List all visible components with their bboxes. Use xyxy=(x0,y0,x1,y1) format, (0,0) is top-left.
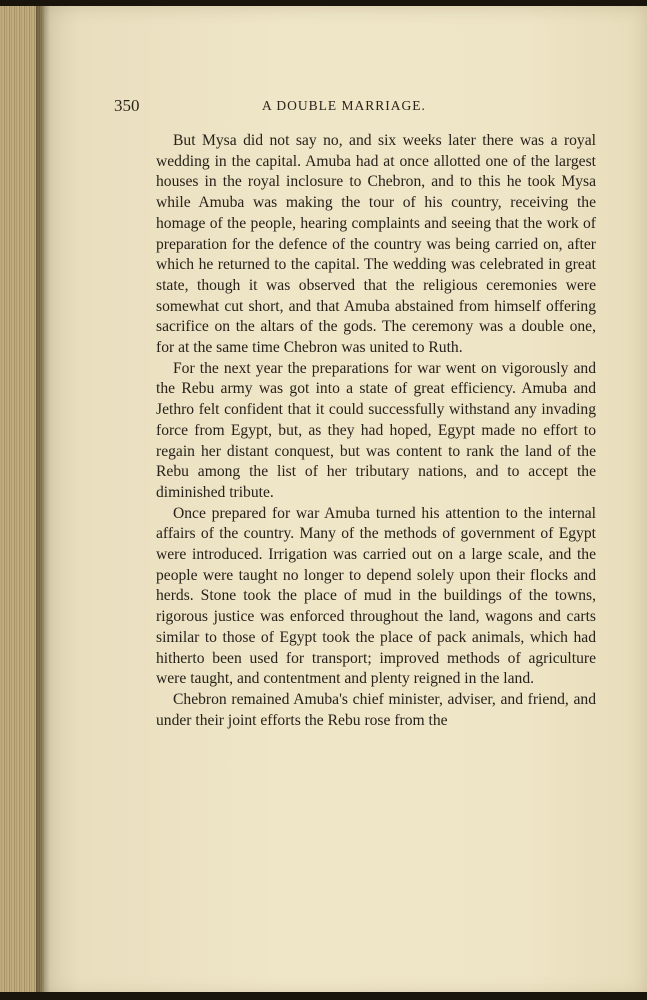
body-text xyxy=(156,131,596,731)
paragraph: Chebron remained Amuba's chief minister, adviser, and friend, and under their joint efforts the Rebu rose from the xyxy=(156,690,596,729)
paragraph: For the next year the preparations for war went on vigorously and the Rebu army was got into a state of great efficiency. Amuba and Jethro felt confident that it could successfully withstand any invading force from Egypt, but, as they had hoped, Egypt made no effort to regain her distant conquest, but was content to rank the land of the Rebu among the list of her tributary nations, and to accept the diminished tribute. xyxy=(156,359,596,501)
gutter-shadow xyxy=(36,6,50,1000)
page-header xyxy=(114,96,574,120)
page-number: 350 xyxy=(114,96,140,115)
bottom-shadow xyxy=(0,992,647,1000)
running-head: A DOUBLE MARRIAGE. xyxy=(262,98,426,113)
paragraph: But Mysa did not say no, and six weeks later there was a royal wedding in the capital. Amuba had at once allotted one of the largest houses in the royal inclosure to Chebron, and to this he took Mysa while Amuba was making the tour of his country, receiving the homage of the people, hearing complaints and seeing that the work of preparation for the defence of the country was being carried on, after which he returned to the capital. The wedding was celebrated in great state, though it was observed that the religious ceremonies were somewhat cut short, and that Amuba abstained from himself offering sacrifice on the altars of the gods. The ceremony was a double one, for at the same time Chebron was united to Ruth. xyxy=(156,132,596,357)
paragraph: Once prepared for war Amuba turned his attention to the internal affairs of the country. Many of the methods of government of Egypt were introduced. Irrigation was carried out on a large scale, and the people were taught no longer to depend solely upon their flocks and herds. Stone took the place of mud in the buildings of the towns, rigorous justice was enforced throughout the land, wagons and carts similar to those of Egypt took the place of pack animals, which had hitherto been used for transport; improved methods of agriculture were taught, and contentment and plenty reigned in the land. xyxy=(156,504,596,688)
